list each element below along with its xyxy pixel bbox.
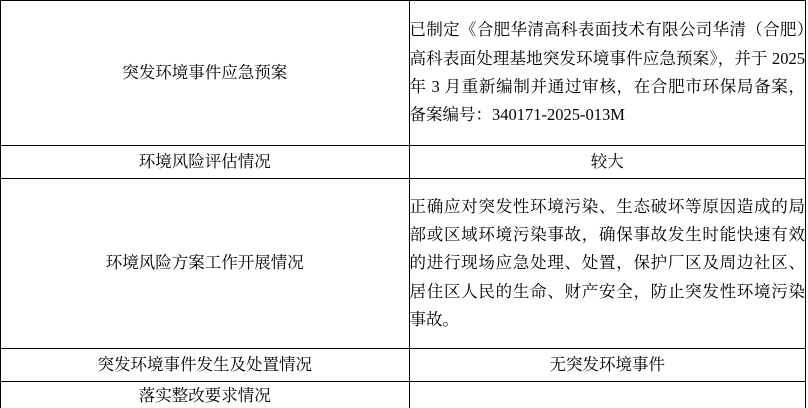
row-label: 突发环境事件发生及处置情况 — [1, 349, 410, 382]
row-label: 落实整改要求情况 — [1, 382, 410, 408]
table-row — [1, 382, 806, 408]
table-row — [1, 1, 806, 146]
table-row — [1, 146, 806, 179]
row-value: 已制定《合肥华清高科表面技术有限公司华清（合肥）高科表面处理基地突发环境事件应急预案》，并于 2025 年 3 月重新编制并通过审核，在合肥市环保局备案，备案编号：340171-2025-013M — [409, 1, 806, 146]
row-value: 无突发环境事件 — [409, 349, 806, 382]
row-value: 较大 — [409, 146, 806, 179]
row-value — [409, 382, 806, 408]
row-label: 环境风险方案工作开展情况 — [1, 179, 410, 349]
row-label: 突发环境事件应急预案 — [1, 1, 410, 146]
table-row — [1, 349, 806, 382]
table-row — [1, 179, 806, 349]
row-label: 环境风险评估情况 — [1, 146, 410, 179]
row-value: 正确应对突发性环境污染、生态破坏等原因造成的局部或区域环境污染事故，确保事故发生时能快速有效的进行现场应急处理、处置，保护厂区及周边社区、居住区人民的生命、财产安全，防止突发性环境污染事故。 — [409, 179, 806, 349]
